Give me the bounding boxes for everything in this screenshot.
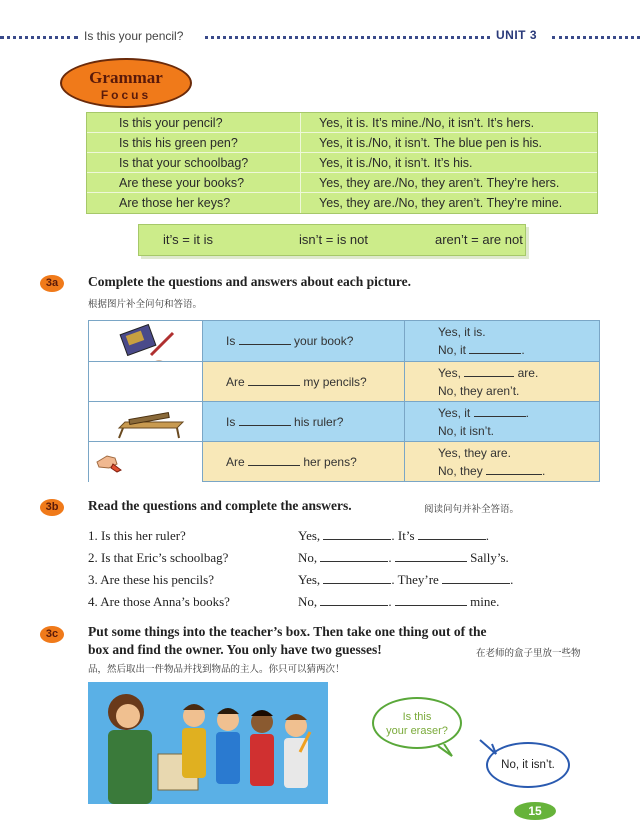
bubble-question-line-2: your eraser? (386, 725, 448, 737)
bubble-tail-icon (436, 744, 456, 758)
exercise-number-3a: 3a (40, 275, 64, 292)
answer-blank[interactable] (418, 530, 486, 540)
answer-cell (406, 321, 599, 361)
grammar-row (87, 153, 597, 173)
answer-line-2: No, it isn’t. (438, 424, 495, 438)
answer-blank[interactable] (320, 552, 388, 562)
exercise-3b-answer: No, . mine. (298, 594, 500, 609)
answer-cell (406, 402, 599, 442)
teacher-and-students-icon (88, 682, 328, 804)
answer-blank[interactable] (395, 552, 467, 562)
answer-line-2: No, it . (438, 343, 525, 357)
exercise-3a-instruction-cn: 根据图片补全问句和答语。 (88, 299, 203, 310)
grammar-table (86, 112, 598, 214)
speech-bubble-question (372, 697, 462, 749)
answer-blank[interactable] (395, 596, 467, 606)
answer-line-1: Yes, they are. (438, 446, 511, 460)
grammar-focus-title: Grammar (89, 68, 163, 87)
grammar-focus-subtitle: Focus (100, 88, 152, 102)
grammar-question: Are these your books? (87, 173, 301, 192)
question-cell (204, 321, 405, 361)
exercise-3c-instruction-line-2: box and find the owner. You only have two guesses! (88, 642, 382, 657)
exercise-3c-instruction-line-1: Put some things into the teacher’s box. Then take one thing out of the (88, 624, 487, 639)
grammar-answer: Yes, it is. It’s mine./No, it isn’t. It’s hers. (319, 116, 535, 130)
exercise-3a-instruction: Complete the questions and answers about each picture. (88, 274, 412, 289)
exercise-3b-instruction: Read the questions and complete the answers. (88, 498, 352, 513)
classroom-illustration (88, 682, 328, 804)
answer-blank[interactable] (323, 530, 391, 540)
exercise-3b-answer: Yes, . They’re . (298, 572, 514, 587)
bubble-question-line-1: Is this (402, 711, 432, 723)
answer-line-1: Yes, it is. (438, 325, 486, 339)
grammar-question: Is this your pencil? (87, 113, 301, 132)
answer-line-1: Yes, are. (438, 366, 539, 380)
exercise-3b-answer: Yes, . It’s . (298, 528, 490, 543)
question-cell (204, 362, 405, 402)
answer-blank[interactable] (248, 376, 300, 386)
question-text: Is your book? (226, 334, 354, 348)
exercise-3b-question: 1. Is this her ruler? (88, 528, 186, 543)
answer-blank[interactable] (248, 456, 300, 466)
grammar-question: Are those her keys? (87, 193, 301, 213)
grammar-question: Is this his green pen? (87, 133, 301, 152)
table-row (89, 441, 599, 481)
answer-line-2: No, they . (438, 464, 546, 478)
grammar-row (87, 173, 597, 193)
picture-cell (89, 442, 203, 482)
table-row (89, 361, 599, 401)
page-number: 15 (514, 802, 556, 820)
answer-line-1: Yes, it . (438, 406, 529, 420)
contraction-isnt: isn’t = is not (299, 232, 369, 247)
answer-blank[interactable] (323, 574, 391, 584)
grammar-answer: Yes, it is./No, it isn’t. It’s his. (319, 156, 473, 170)
answer-line-2: No, they aren’t. (438, 384, 520, 398)
ruler-on-desk-picture-icon (89, 402, 203, 442)
exercise-3c-instruction-cn-b: 品，然后取出一件物品并找到物品的主人。你只可以猜两次！ (88, 664, 345, 675)
answer-cell (406, 362, 599, 402)
question-text: Are her pens? (226, 455, 357, 469)
exercise-3b-question: 4. Are those Anna’s books? (88, 594, 230, 609)
grammar-answer: Yes, it is./No, it isn’t. The blue pen is his. (319, 136, 543, 150)
grammar-question: Is that your schoolbag? (87, 153, 301, 172)
grammar-row (87, 133, 597, 153)
answer-blank[interactable] (239, 416, 291, 426)
answer-blank[interactable] (474, 407, 526, 417)
answer-blank[interactable] (442, 574, 510, 584)
picture-cell (89, 321, 203, 361)
grammar-row (87, 113, 597, 133)
grammar-answer: Yes, they are./No, they aren’t. They’re hers. (319, 176, 560, 190)
contraction-arent: aren’t = are not (435, 232, 523, 247)
exercise-3b-question: 2. Is that Eric’s schoolbag? (88, 550, 229, 565)
bubble-tail-icon (478, 738, 500, 758)
table-row (89, 401, 599, 441)
answer-blank[interactable] (320, 596, 388, 606)
contractions-box (138, 224, 526, 256)
answer-blank[interactable] (486, 465, 542, 475)
exercise-3b-instruction-cn: 阅读问句并补全答语。 (424, 504, 520, 515)
table-row (89, 321, 599, 361)
page-header (0, 26, 640, 48)
unit-label: UNIT 3 (496, 28, 538, 42)
pointing-hand-picture-icon (89, 442, 203, 482)
picture-exercise-table (88, 320, 600, 482)
contraction-its: it’s = it is (163, 232, 213, 247)
question-cell (204, 442, 405, 482)
question-cell (204, 402, 405, 442)
header-dotted-line-middle (205, 36, 490, 39)
exercise-3b-answer: No, . Sally’s. (298, 550, 509, 565)
header-dotted-line-left (0, 36, 78, 39)
answer-cell (406, 442, 599, 482)
grammar-row (87, 193, 597, 213)
exercise-3c-instruction-cn-a: 在老师的盒子里放一些物 (476, 648, 581, 659)
answer-blank[interactable] (464, 367, 514, 377)
bubble-answer-text: No, it isn’t. (501, 759, 555, 771)
grammar-answer: Yes, they are./No, they aren’t. They’re mine. (319, 196, 563, 210)
answer-blank[interactable] (469, 344, 521, 354)
exercise-number-3b: 3b (40, 499, 64, 516)
exercise-3b-question: 3. Are these his pencils? (88, 572, 214, 587)
grammar-focus-badge (60, 58, 192, 108)
picture-cell (89, 362, 203, 402)
exercise-number-3c: 3c (40, 626, 64, 643)
unit-title: Is this your pencil? (84, 29, 184, 43)
question-text: Are my pencils? (226, 375, 367, 389)
answer-blank[interactable] (239, 335, 291, 345)
question-text: Is his ruler? (226, 415, 344, 429)
picture-cell (89, 402, 203, 442)
header-dotted-line-right (552, 36, 640, 39)
